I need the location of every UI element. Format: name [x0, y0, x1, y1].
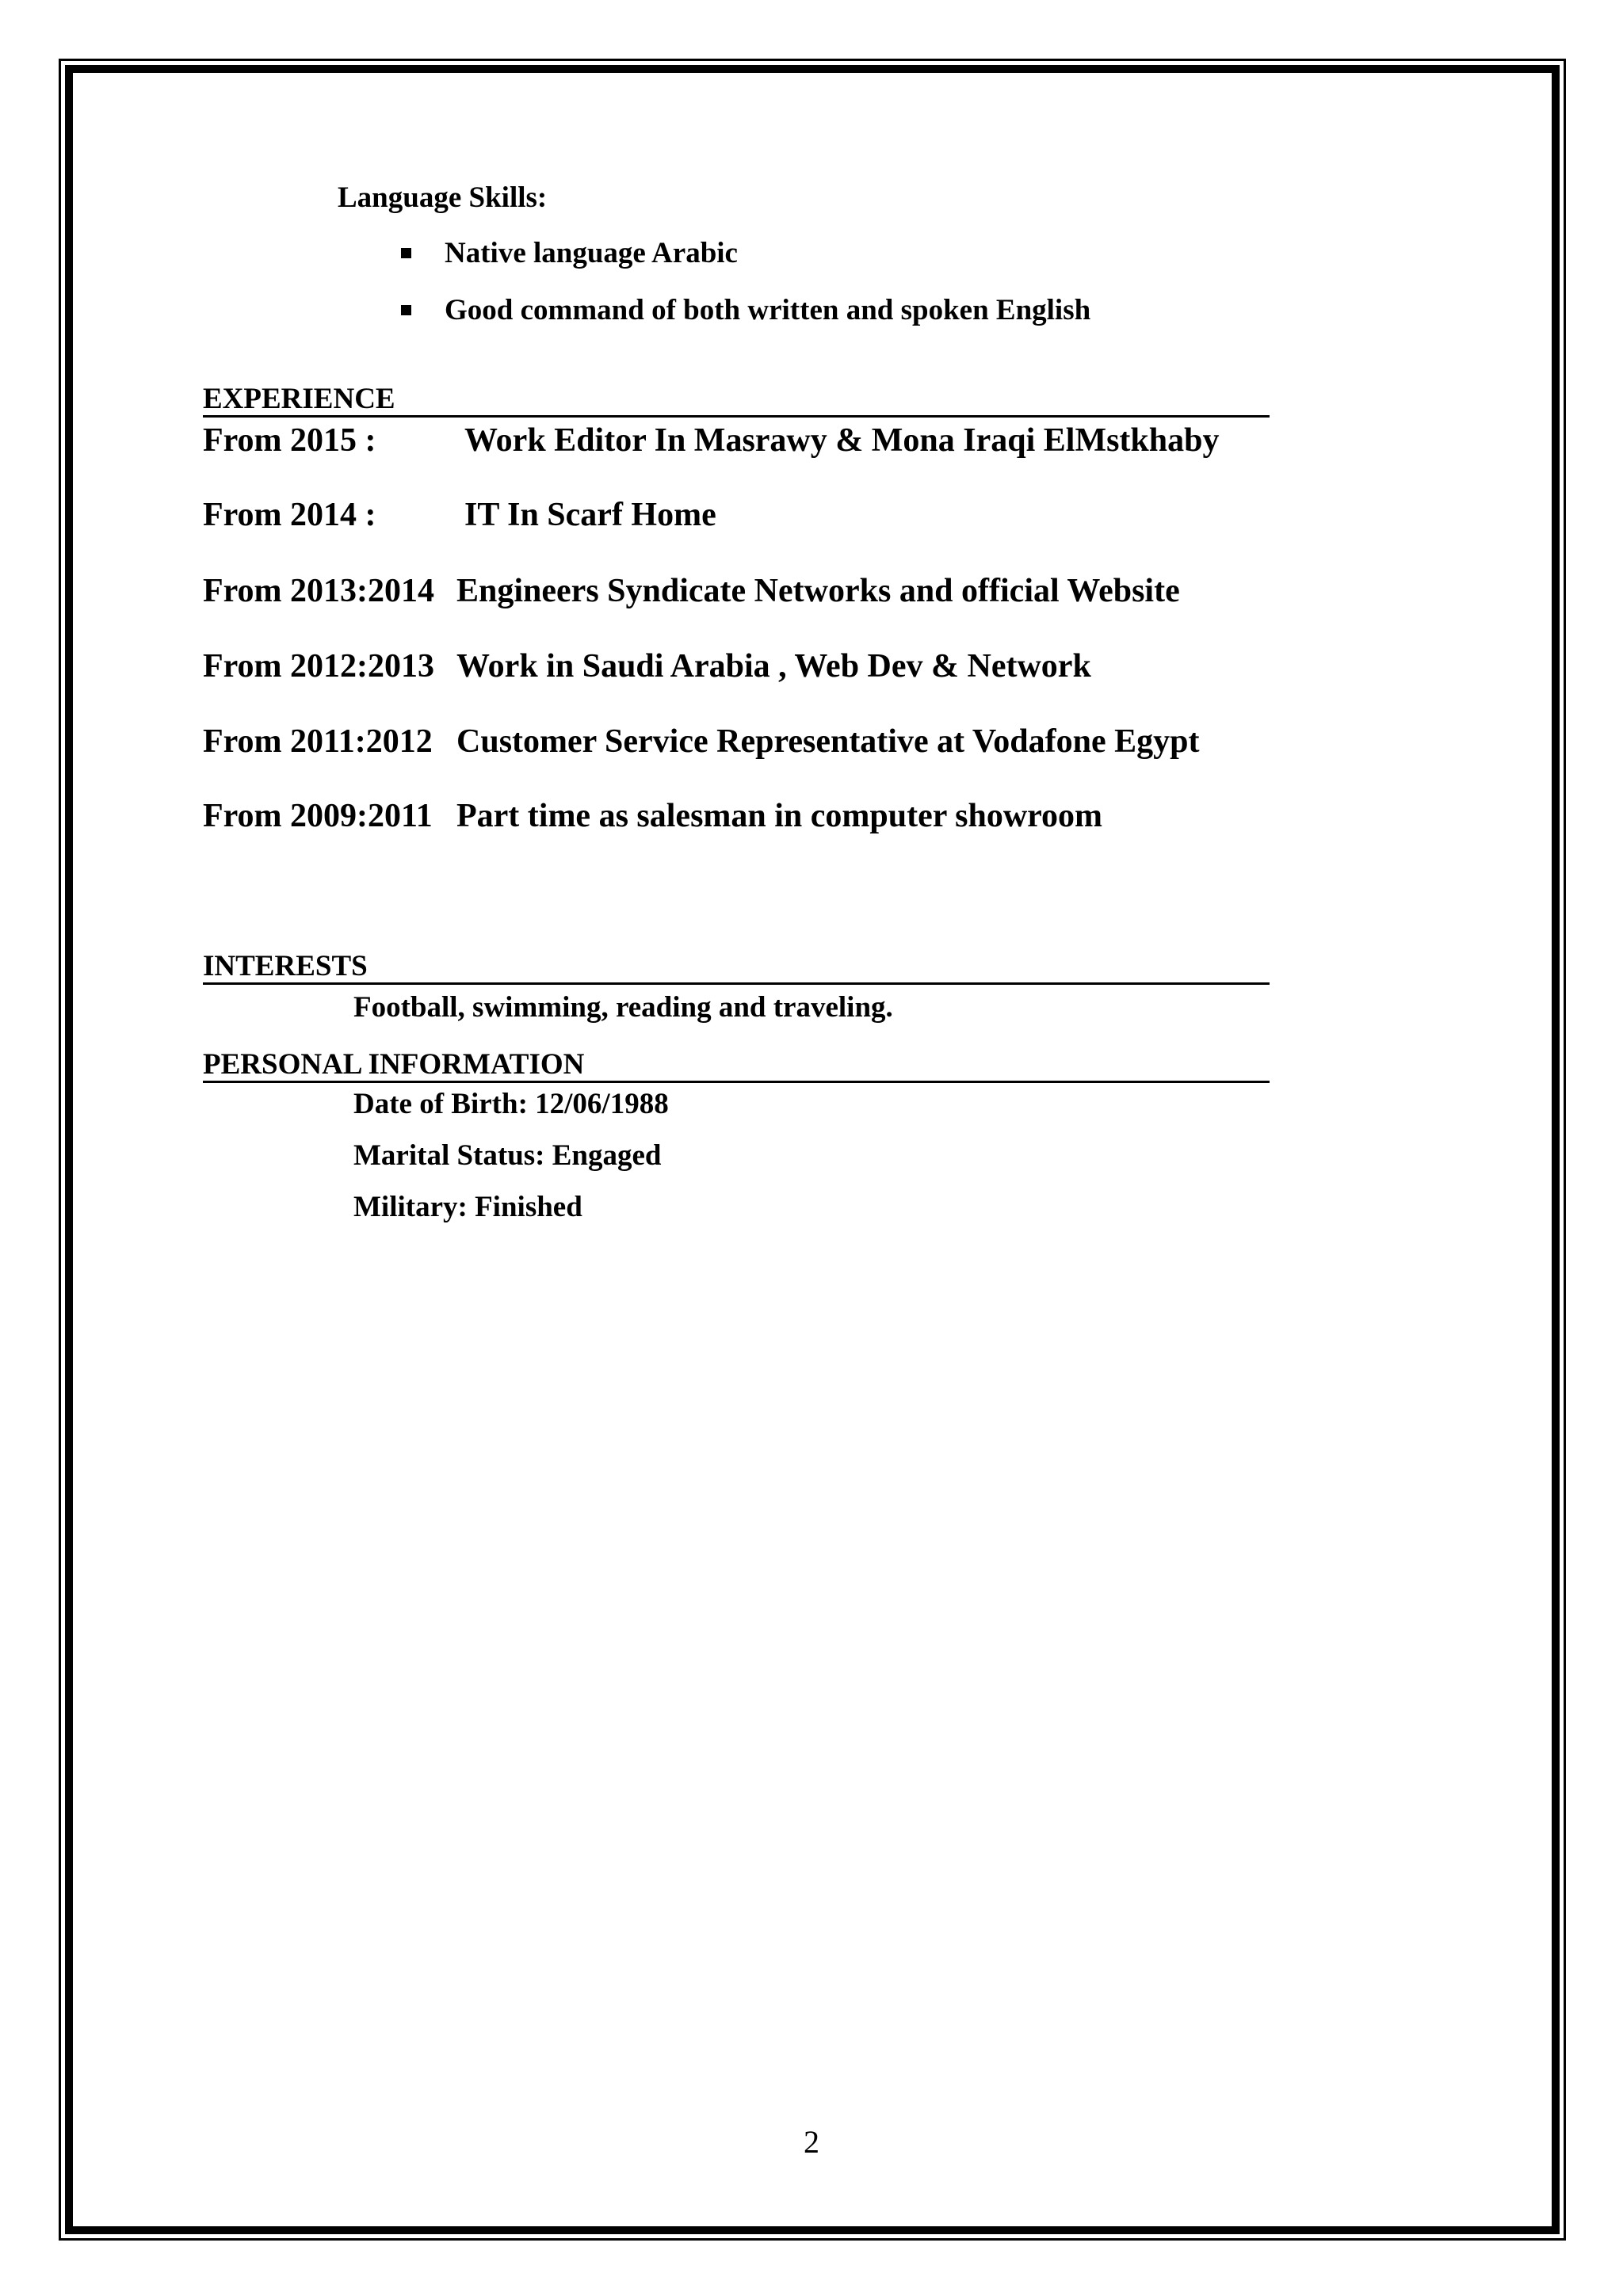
experience-row: [203, 421, 1220, 460]
experience-description: Work Editor In Masrawy & Mona Iraqi ElMstkhaby: [464, 422, 1220, 459]
interests-text: Football, swimming, reading and traveling.: [353, 991, 893, 1024]
experience-row: [203, 572, 1180, 610]
language-skill-item: [401, 236, 738, 270]
language-skill-text: Native language Arabic: [445, 237, 738, 269]
experience-period: From 2015 :: [203, 422, 376, 459]
experience-period: From 2013:2014: [203, 573, 435, 609]
language-skill-text: Good command of both written and spoken English: [445, 294, 1091, 326]
experience-description: Engineers Syndicate Networks and official Website: [456, 573, 1180, 609]
interests-heading: INTERESTS: [203, 951, 1270, 985]
marital-status: Marital Status: Engaged: [353, 1139, 662, 1172]
experience-period: From 2011:2012: [203, 723, 433, 760]
experience-heading: EXPERIENCE: [203, 383, 1270, 418]
experience-description: IT In Scarf Home: [464, 497, 716, 533]
experience-row: [203, 797, 1102, 835]
language-skill-item: [401, 293, 1090, 327]
experience-row: [203, 496, 716, 534]
experience-description: Work in Saudi Arabia , Web Dev & Network: [456, 648, 1091, 685]
experience-row: [203, 647, 1091, 685]
page-number: 2: [804, 2124, 819, 2160]
date-of-birth: Date of Birth: 12/06/1988: [353, 1088, 669, 1120]
language-skills-heading: Language Skills:: [338, 181, 548, 214]
military-status: Military: Finished: [353, 1191, 582, 1223]
experience-period: From 2012:2013: [203, 648, 435, 685]
experience-description: Part time as salesman in computer showroom: [456, 798, 1103, 834]
experience-row: [203, 723, 1200, 761]
experience-period: From 2014 :: [203, 497, 376, 533]
personal-information-heading: PERSONAL INFORMATION: [203, 1049, 1270, 1083]
square-bullet-icon: [401, 305, 411, 315]
experience-description: Customer Service Representative at Vodafone Egypt: [456, 723, 1200, 760]
square-bullet-icon: [401, 248, 411, 258]
experience-period: From 2009:2011: [203, 798, 433, 834]
